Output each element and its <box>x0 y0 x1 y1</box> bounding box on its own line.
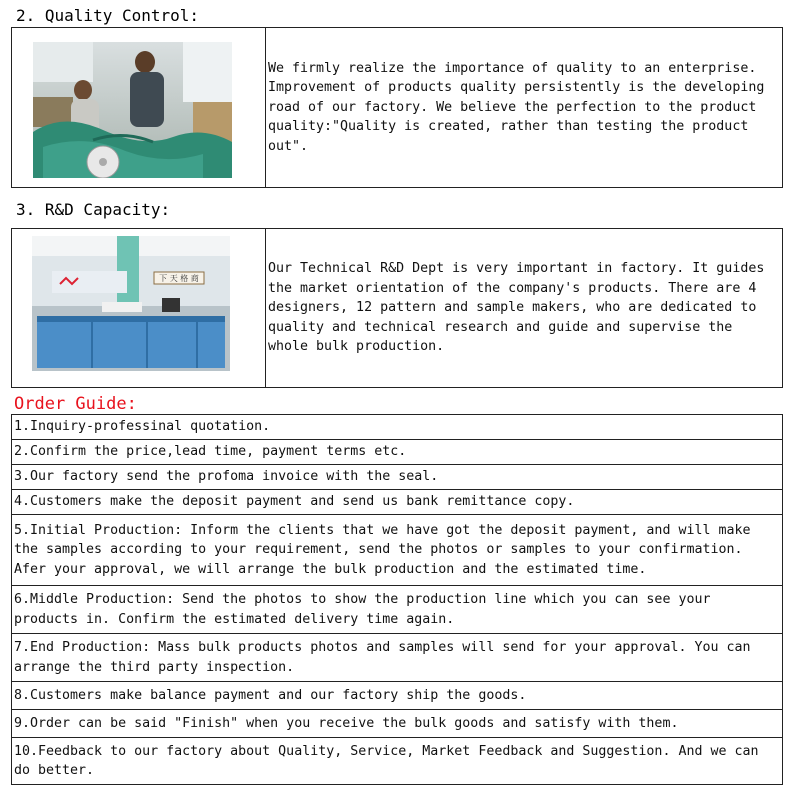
rnd-wall-sign: 下 天 格 商 <box>159 274 199 283</box>
order-step-row <box>12 440 783 465</box>
order-step-row <box>12 490 783 515</box>
quality-control-photo <box>33 42 232 178</box>
quality-control-text: We firmly realize the importance of quality to an enterprise. Improvement of products quality persistently is the developing road of our factory. We believe the perfection to the product quality:"Quality is created, rather than testing the product out". <box>268 60 765 154</box>
order-step-9: 9.Order can be said "Finish" when you receive the bulk goods and satisfy with them. <box>12 710 783 738</box>
quality-control-heading: 2. Quality Control: <box>16 6 200 25</box>
order-step-6: 6.Middle Production: Send the photos to show the production line which you can see your products in. Confirm the estimated delivery time again. <box>12 586 783 634</box>
order-step-row <box>12 710 783 738</box>
rnd-office-photo <box>32 236 230 371</box>
rnd-capacity-heading: 3. R&D Capacity: <box>16 200 171 219</box>
rnd-capacity-text: Our Technical R&D Dept is very important in factory. It guides the market orientation of the company's products. There are 4 designers, 12 pattern and sample makers, who are dedicated to quality and technical research and guide and supervise the whole bulk production. <box>268 261 765 355</box>
order-step-row <box>12 415 783 440</box>
order-step-row <box>12 515 783 586</box>
order-step-3: 3.Our factory send the profoma invoice with the seal. <box>12 465 783 490</box>
order-guide-heading: Order Guide: <box>14 394 137 414</box>
order-step-row <box>12 634 783 682</box>
order-step-7: 7.End Production: Mass bulk products photos and samples will send for your approval. You can arrange the third party inspection. <box>12 634 783 682</box>
order-step-8: 8.Customers make balance payment and our factory ship the goods. <box>12 682 783 710</box>
order-step-2: 2.Confirm the price,lead time, payment terms etc. <box>12 440 783 465</box>
order-step-row <box>12 738 783 785</box>
order-step-5: 5.Initial Production: Inform the clients that we have got the deposit payment, and will make the samples according to your requirement, send the photos or samples to your confirmation. Afer your approval, we will arrange the bulk production and the estimated time. <box>12 515 783 586</box>
rnd-capacity-box <box>11 228 783 388</box>
order-step-4: 4.Customers make the deposit payment and send us bank remittance copy. <box>12 490 783 515</box>
order-step-10: 10.Feedback to our factory about Quality, Service, Market Feedback and Suggestion. And we can do better. <box>12 738 783 785</box>
order-step-row <box>12 465 783 490</box>
quality-photo-cell <box>12 28 266 187</box>
quality-control-box <box>11 27 783 188</box>
order-step-row <box>12 586 783 634</box>
order-step-1: 1.Inquiry-professinal quotation. <box>12 415 783 440</box>
order-step-row <box>12 682 783 710</box>
order-guide-table <box>11 414 783 785</box>
rnd-photo-cell <box>12 229 266 387</box>
